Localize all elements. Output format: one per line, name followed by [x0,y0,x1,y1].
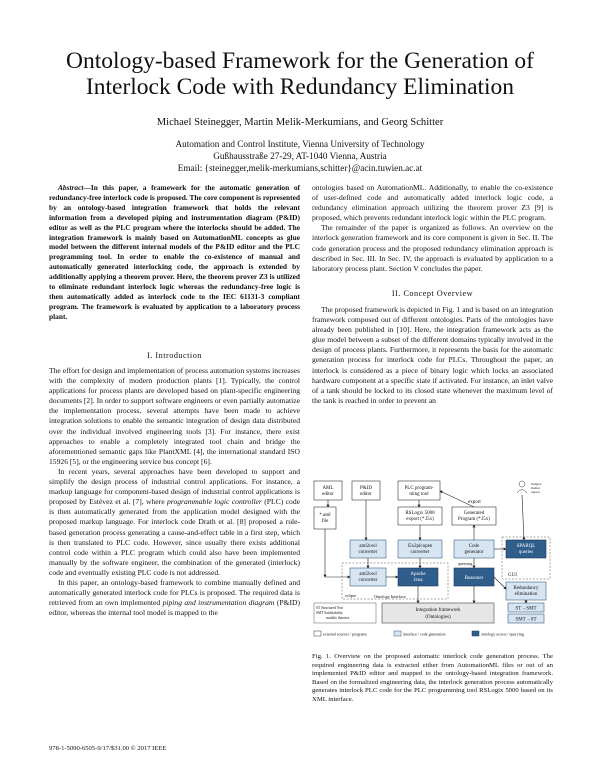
svg-text:ST Structured Text: ST Structured Text [316,606,344,610]
section-1-heading: I. Introduction [147,351,202,360]
svg-text:ST→SMT: ST→SMT [515,606,537,612]
generated-program-box [452,507,496,525]
abbreviation-box [314,603,376,623]
affiliation-email: Email: {steinegger,melik-merkumians,schitter}@acin.tuwien.ac.at [177,163,423,173]
title-line-1: Ontology-based Framework for the Generation of [66,48,534,74]
svg-text:matter: matter [531,486,540,490]
svg-text:editor: editor [360,492,372,497]
plc-tool-box [398,481,440,500]
figure-legend [314,631,524,637]
svg-text:SMT→ST: SMT→ST [515,617,537,623]
svg-text:queries: queries [518,550,534,555]
svg-text:ming tool: ming tool [409,492,429,497]
svg-text:file: file [321,519,329,524]
svg-text:converter: converter [410,550,430,555]
redundancy-elimination-box [506,582,546,600]
title-line-2: Interlock Code with Redundancy Elimination [85,74,515,100]
code-generator-box [454,540,494,558]
gui-label: GUI [508,573,517,578]
right-paragraph-2: The remainder of the paper is organized as follows. An overview on the interlock generation framework and its core component is given in Sec. II. The code generation process and the proposed redundancy elimination approach is described in Sec. III. In Sec. IV, the approach is evaluated by application to a laboratory process plant. Section V concludes the paper. [312,223,553,273]
svg-text:Redundancy: Redundancy [513,586,539,591]
svg-text:expert: expert [531,490,540,494]
svg-text:Reasoner: Reasoner [464,576,484,581]
copyright-footer: 978-1-5090-6505-9/17/$31.00 © 2017 IEEE [49,745,167,752]
svg-text:SPARQL: SPARQL [516,544,536,549]
concept-paragraph-1: The proposed framework is depicted in Fig. 1 and is based on an integration framework composed out of different ontologies. Parts of the ontologies have already been published in [10]. Here, the integration framework acts as the glue model between a subset of the different domains typically involved in the design of process plants. Furthermore, it represents the basis for the automatic generation process for interlock code for PLCs. Throughout the paper, an interlock is considered as a piece of binary logic which locks an associated hardware component at a specific state if activated. For instance, an inlet valve of a tank should be locked to its closed state whenever the maximum level of the tank is reached in order to prevent an [312,305,553,405]
reasoner-box [454,568,494,586]
svg-text:ontology access / querying: ontology access / querying [481,631,524,637]
abstract [49,183,300,322]
abstract-text: —In this paper, a framework for the automatic generation of redundancy-free interlock code is proposed. The core component is represented by an ontology-based integration framework that holds the relevant information from a developed piping and instrumentation diagram (P&ID) editor as well as the PLC program where the interlocks should be added. The integration framework is mainly based on AutomationML concepts as glue model between the different internal models of the P&ID editor and the PLC programming tool. In order to enable the co-existence of manual and automatically generated interlocking code, the approach is extended by additionally applying a theorem prover. Here, the theorem prover Z3 is utilized to eliminate redundant interlock logic whereas the redundancy-free logic is then automatically added as interlock code to the IEC 61131-3 compliant program. The framework is evaluated by application to a laboratory process plant. [49,183,300,321]
svg-text:(Ontologies): (Ontologies) [425,615,451,620]
l5x2plcopen-converter-box [398,540,442,558]
svg-text:*.aml: *.aml [319,513,331,518]
apache-jena-box [398,568,438,586]
aml-file-box [314,507,336,529]
abstract-label: Abstract [58,183,84,192]
figure-caption: Fig. 1. Overview on the proposed automatic interlock code generation process. The required engineering data is extracted either from AutomationML files or out of an implemented P&ID editor and mapped to the ontology-based integration framework. Based on the formalized engineering data, the interlock generation process automatically generates interlock PLC code for the PLC programming tool RSLogix 5000 based on its XML interface. [312,653,553,703]
framework-diagram [312,479,553,646]
eclipse-label: eclipse [345,593,357,598]
querying-label: querying [458,561,473,566]
intro-paragraph-1: The effort for design and implementation of process automation systems increases with the complexity of modern production plants [1]. Typically, the control applications for process plants are developed based on plant-specific engineering documents [2]. In order to support software engineers or even partially automatize the implementation process, several attempts have been made to achieve integration solutions to enable the semantic integration of design data distributed over the individual involved engineering tools [3]. For instance, there exist approaches to enable a completely integrated tool chain and bridge the aforementioned semantic gaps like PlantXML [4], the international standard ISO 15926 [5], or the engineering service bus concept [6]. [49,366,300,466]
svg-text:Code: Code [468,544,480,549]
rslogix-export-box [398,507,442,525]
sme-person-icon [517,481,542,494]
svg-text:export (*.l5x): export (*.l5x) [406,517,434,522]
st-smt-box [508,603,544,612]
svg-text:SMT Satisfiability: SMT Satisfiability [316,611,343,615]
svg-text:Program (*.l5x): Program (*.l5x) [458,517,490,522]
svg-text:generator: generator [464,550,484,555]
svg-text:aml2owl: aml2owl [359,572,377,577]
svg-text:elimination: elimination [514,592,538,597]
authors: Michael Steinegger, Martin Melik-Merkumians, and Georg Schitter [156,117,444,128]
svg-text:interface / code generation: interface / code generation [403,631,446,637]
svg-text:editor: editor [322,492,334,497]
svg-text:converter: converter [358,578,378,583]
svg-text:l5x2plcopen: l5x2plcopen [407,544,433,549]
concept-overview-body [312,305,553,406]
affiliation-line-1: Automation and Control Institute, Vienna University of Technology [175,139,425,149]
intro-paragraph-3: In this paper, an ontology-based framework to combine manually defined and automatically generated interlock code for PLCs is proposed. The required data is retrieved from an own implemented piping and instrumentation diagram (P&ID) editor, whereas the internal tool model is mapped to the [49,577,300,618]
intro-paragraph-2: In recent years, several approaches have been developed to support and simplify the design process of industrial control applications. For instance, a markup language for component-based design of industrial control applications is proposed by Estévez et al. [7], where programmable logic controller (PLC) code is then automatically generated from the application model designed with the proposed markup language. For interlock code Drath et al. [8] proposed a rule-based generation process generating a cause-and-effect table in a first step, which is then translated to PLC code. However, since usually there exists additional control code within a PLC program which could also have been implemented manually by the software engineer, the combination of the generated (interlock) code and eventually existing PLC code is not addressed. [49,466,300,577]
svg-text:modulo theories: modulo theories [326,616,350,620]
affiliation-line-2: Gußhausstraße 27-29, AT-1040 Vienna, Austria [213,151,387,161]
right-column-intro [312,183,553,274]
svg-text:Apache: Apache [410,572,426,577]
svg-text:Generated: Generated [463,511,485,516]
svg-text:converter: converter [358,550,378,555]
aml2owl-converter-box [350,540,386,558]
section-2-heading: II. Concept Overview [391,289,474,298]
right-paragraph-1: ontologies based on AutomationML. Additionally, to enable the co-existence of user-defined code and automatically added interlock logic code, a redundancy elimination approach utilizing the theorem prover Z3 [9] is proposed, which prevents redundant interlock logic within the PLC program. [312,183,553,223]
svg-text:Jena: Jena [413,578,423,583]
svg-text:PLC program-: PLC program- [404,486,434,491]
sparql-queries-box [506,540,546,558]
paper-title [40,48,560,100]
introduction-body [49,366,300,618]
svg-text:P&ID: P&ID [360,486,372,491]
affiliation [40,138,560,174]
amlowl-converter-box [350,568,386,586]
smt-st-box [508,614,544,623]
svg-text:AML: AML [322,486,334,491]
svg-text:Integration framework: Integration framework [415,608,461,613]
integration-framework-box [382,603,494,623]
aml-editor-box [314,481,342,500]
ontology-interface-label: Ontology Interface [374,594,406,599]
svg-text:external sources / programs: external sources / programs [323,631,368,637]
svg-text:aml2owl: aml2owl [359,544,377,549]
svg-text:Subject: Subject [531,482,542,486]
pid-editor-box [352,481,380,500]
export-label: export [468,500,481,505]
svg-text:RSLogix 5000: RSLogix 5000 [405,511,435,516]
